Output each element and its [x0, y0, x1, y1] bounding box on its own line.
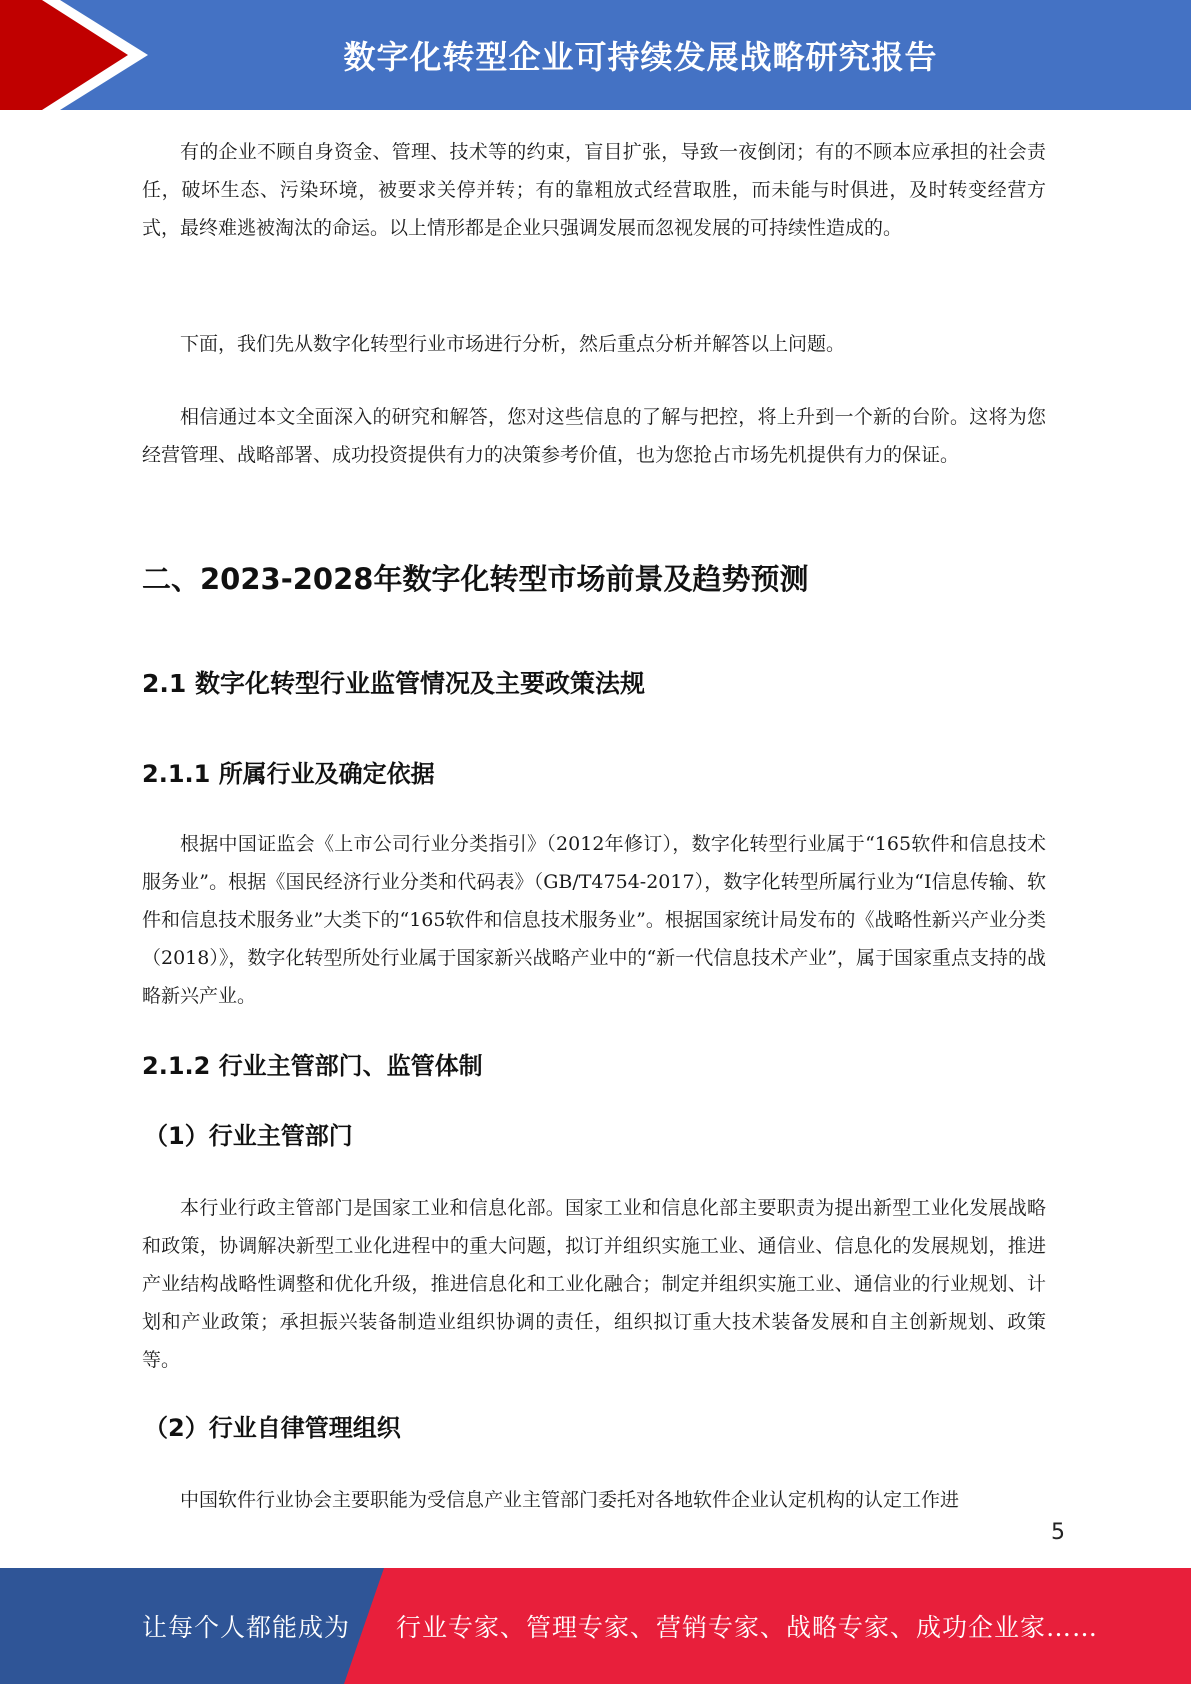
page-footer [0, 1568, 1191, 1684]
header-arrow-decoration [0, 0, 160, 110]
paragraph-4: 根据中国证监会《上市公司行业分类指引》（2012年修订），数字化转型行业属于“165软件和信息技术服务业”。根据《国民经济行业分类和代码表》（GB/T4754-2017），数字化转型所属行业为“I信息传输、软件和信息技术服务业”大类下的“165软件和信息技术服务业”。根据国家统计局发布的《战略性新兴产业分类（2018）》，数字化转型所处行业属于国家新兴战略产业中的“新一代信息技术产业”，属于国家重点支持的战略新兴产业。 [142, 833, 1046, 1007]
subheading-2: （2）行业自律管理组织 [144, 1414, 401, 1442]
page-number: 5 [1051, 1520, 1065, 1545]
heading-2-1: 2.1 数字化转型行业监管情况及主要政策法规 [142, 669, 645, 698]
subheading-1: （1）行业主管部门 [144, 1122, 353, 1150]
footer-slogan-left: 让每个人都能成为 [142, 1613, 351, 1642]
paragraph-2: 下面，我们先从数字化转型行业市场进行分析，然后重点分析并解答以上问题。 [180, 333, 846, 355]
paragraph-6: 中国软件行业协会主要职能为受信息产业主管部门委托对各地软件企业认定机构的认定工作进 [180, 1489, 960, 1511]
paragraph-1: 有的企业不顾自身资金、管理、技术等的约束，盲目扩张，导致一夜倒闭；有的不顾本应承担的社会责任，破坏生态、污染环境，被要求关停并转；有的靠粗放式经营取胜，而未能与时俱进，及时转变经营方式，最终难逃被淘汰的命运。以上情形都是企业只强调发展而忽视发展的可持续性造成的。 [142, 141, 1046, 239]
paragraph-5: 本行业行政主管部门是国家工业和信息化部。国家工业和信息化部主要职责为提出新型工业化发展战略和政策，协调解决新型工业化进程中的重大问题，拟订并组织实施工业、通信业、信息化的发展规划，推进产业结构战略性调整和优化升级，推进信息化和工业化融合；制定并组织实施工业、通信业的行业规划、计划和产业政策；承担振兴装备制造业组织协调的责任，组织拟订重大技术装备发展和自主创新规划、政策等。 [142, 1197, 1046, 1371]
footer-slogan-right: 行业专家、管理专家、营销专家、战略专家、成功企业家…… [396, 1613, 1099, 1642]
report-title: 数字化转型企业可持续发展战略研究报告 [343, 38, 938, 76]
paragraph-3: 相信通过本文全面深入的研究和解答，您对这些信息的了解与把控，将上升到一个新的台阶。这将为您经营管理、战略部署、成功投资提供有力的决策参考价值，也为您抢占市场先机提供有力的保证。 [142, 406, 1046, 466]
section-heading-2: 二、2023-2028年数字化转型市场前景及趋势预测 [142, 562, 809, 596]
page-header [0, 0, 1191, 110]
heading-2-1-1: 2.1.1 所属行业及确定依据 [142, 760, 435, 788]
heading-2-1-2: 2.1.2 行业主管部门、监管体制 [142, 1052, 483, 1080]
